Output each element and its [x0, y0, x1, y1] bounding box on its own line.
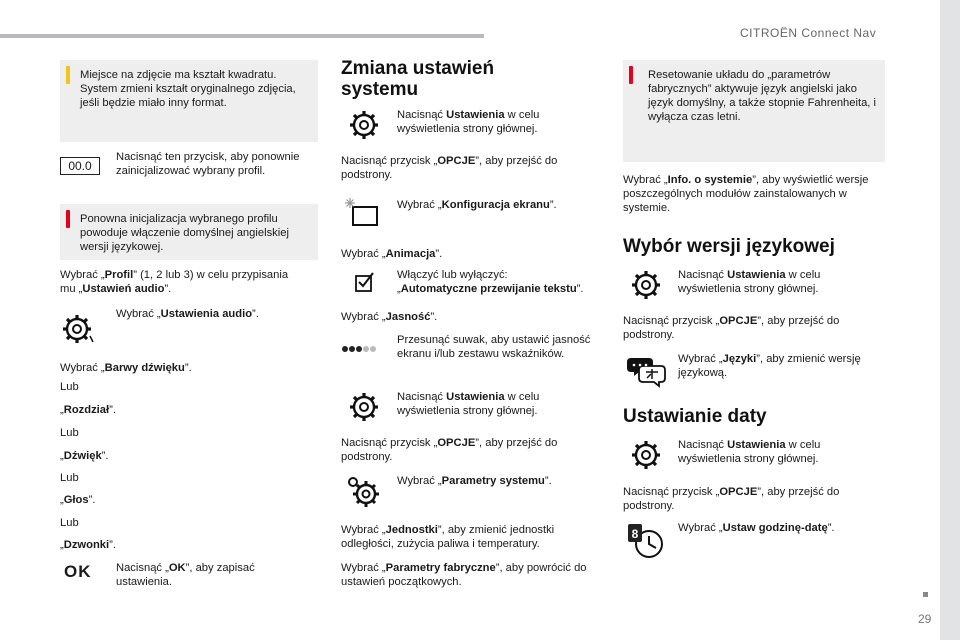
section-heading-system: Zmiana ustawień systemu: [341, 58, 495, 100]
double-gear-icon: [344, 474, 384, 510]
system-params-step: Wybrać „Parametry systemu”.: [397, 475, 552, 487]
settings-step: Nacisnąć Ustawienia w celu wyświetlenia strony głównej.: [397, 109, 540, 135]
info-marker: [66, 66, 70, 84]
gear-icon: [347, 390, 381, 424]
side-strip: [940, 0, 960, 640]
slider-dots-icon[interactable]: [341, 343, 381, 355]
section-heading-language: Wybór wersji językowej: [623, 236, 835, 257]
options-step: Nacisnąć przycisk „OPCJE”, aby przejść do podstrony.: [341, 437, 558, 463]
screen-config-step: Wybrać „Konfiguracja ekranu”.: [397, 199, 557, 211]
screen-brightness-icon: [342, 196, 382, 232]
gear-icon: [347, 108, 381, 142]
options-step: Nacisnąć przycisk „OPCJE”, aby przejść do podstrony.: [623, 486, 840, 512]
warning-box-text: Resetowanie układu do „parametrów fabrycznych” aktywuje język angielski jako język domyślny, a także stopnie Fahrenheita, i wyłącza czas letni.: [648, 69, 877, 123]
warning-box-text: Ponowna inicjalizacja wybranego profilu powoduje włączenie domyślnej angielskiej wersji językowej.: [80, 213, 289, 253]
brightness-text: Wybrać „Jasność”.: [341, 311, 438, 323]
settings-step: Nacisnąć Ustawienia w celu wyświetlenia strony głównej.: [678, 269, 821, 295]
settings-step: Nacisnąć Ustawienia w celu wyświetlenia strony głównej.: [397, 391, 540, 417]
warning-box: [623, 60, 885, 162]
distribution-text: „Rozdział”.: [60, 404, 116, 416]
header-rule: [0, 34, 484, 38]
animation-text: Wybrać „Animacja”.: [341, 248, 443, 260]
info-box-text: Miejsce na zdjęcie ma kształt kwadratu. System zmieni kształt oryginalnego zdjęcia, jeśli będzie miało inny format.: [80, 69, 296, 109]
options-step: Nacisnąć przycisk „OPCJE”, aby przejść do podstrony.: [623, 315, 840, 341]
clock-badge: 8: [631, 527, 639, 541]
header-title: CITROËN Connect Nav: [740, 26, 877, 40]
info-box: [60, 60, 318, 142]
system-info-text: Wybrać „Info. o systemie”, aby wyświetlić wersje poszczególnych modułów zainstalowanych w systemie.: [623, 174, 869, 214]
section-heading-date: Ustawianie daty: [623, 406, 767, 427]
page-number: 29: [918, 612, 932, 626]
units-text: Wybrać „Jednostki”, aby zmienić jednostki odległości, zużycia paliwa i temperatury.: [341, 524, 555, 550]
gear-icon: [629, 268, 663, 302]
or-text: Lub: [60, 427, 79, 439]
page-dot: [923, 592, 928, 597]
languages-step: Wybrać „Języki”, aby zmienić wersję językową.: [678, 353, 861, 379]
set-time-step: Wybrać „Ustaw godzinę-datę”.: [678, 522, 835, 534]
gear-icon: [629, 438, 663, 472]
or-text: Lub: [60, 517, 79, 529]
factory-reset-text: Wybrać „Parametry fabryczne”, aby powrócić do ustawień początkowych.: [341, 562, 587, 588]
reset-profile-button[interactable]: 00.0: [60, 157, 100, 175]
warning-marker: [629, 66, 633, 84]
or-text: Lub: [60, 381, 79, 393]
slider-step: Przesunąć suwak, aby ustawić jasność ekranu i/lub zestawu wskaźników.: [397, 334, 591, 360]
profile-text: Wybrać „Profil” (1, 2 lub 3) w celu przypisania mu „Ustawień audio”.: [60, 269, 289, 295]
settings-step: Nacisnąć Ustawienia w celu wyświetlenia strony głównej.: [678, 439, 821, 465]
ringtones-text: „Dzwonki”.: [60, 539, 116, 551]
language-icon: [627, 352, 667, 388]
warning-box: [60, 204, 318, 260]
gear-icon: [60, 312, 94, 346]
reset-text: Nacisnąć ten przycisk, aby ponownie zainicjalizować wybrany profil.: [116, 151, 300, 177]
checkbox-icon[interactable]: [354, 271, 376, 293]
ok-text: Nacisnąć „OK”, aby zapisać ustawienia.: [116, 562, 255, 588]
autoscroll-step: Włączyć lub wyłączyć: „Automatyczne przewijanie tekstu”.: [397, 269, 584, 295]
clock-icon: [627, 520, 667, 560]
or-text: Lub: [60, 472, 79, 484]
voice-text: „Głos”.: [60, 494, 96, 506]
sound-text: „Dźwięk”.: [60, 450, 109, 462]
options-step: Nacisnąć przycisk „OPCJE”, aby przejść do podstrony.: [341, 155, 558, 181]
ok-button[interactable]: OK: [64, 562, 92, 581]
sound-color-text: Wybrać „Barwy dźwięku”.: [60, 362, 192, 374]
audio-settings-step: Wybrać „Ustawienia audio”.: [116, 308, 259, 320]
warning-marker: [66, 210, 70, 228]
